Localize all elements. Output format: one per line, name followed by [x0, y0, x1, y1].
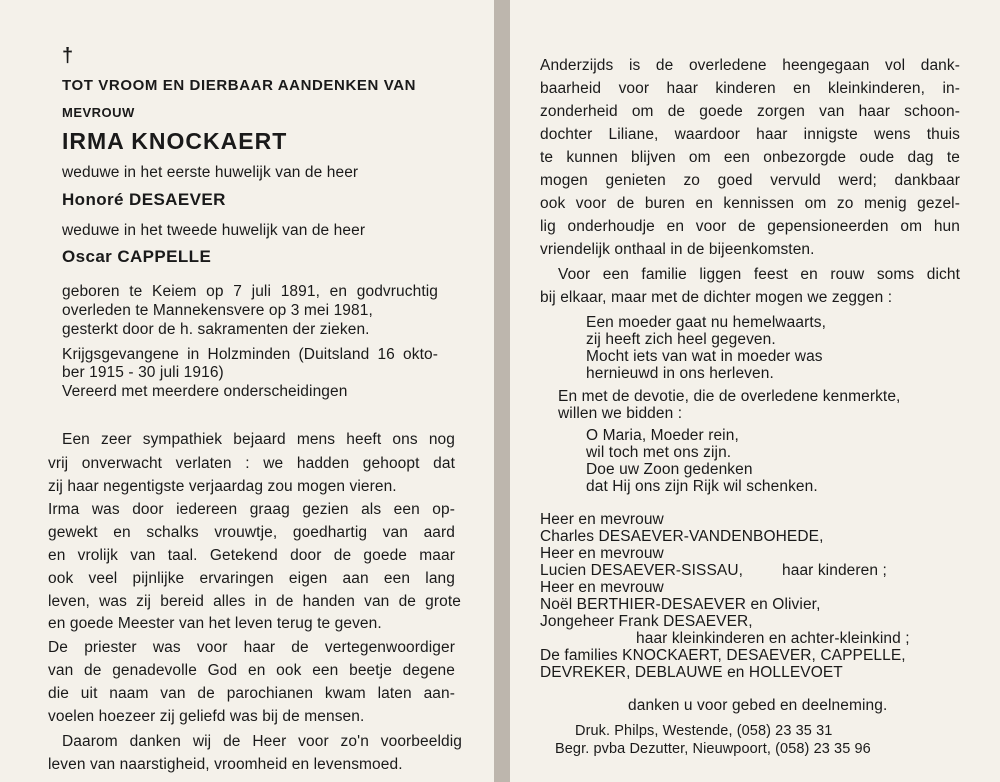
deceased-name: IRMA KNOCKAERT — [62, 128, 288, 154]
text-line: en goede Meester van het leven terug te geven. — [48, 615, 382, 632]
text-line: vrij onverwacht verlaten : we hadden gehoopt dat — [48, 455, 455, 472]
text-line: en vrolijk van taal. Getekend door de goede maar — [48, 547, 455, 564]
poem-line: zij heeft zich heel gegeven. — [586, 331, 776, 348]
text-line: Een zeer sympathiek bejaard mens heeft ons nog — [62, 431, 455, 448]
bio-line: gesterkt door de h. sakramenten der zieken. — [62, 321, 370, 338]
family-line: DEVREKER, DEBLAUWE en HOLLEVOET — [540, 664, 843, 681]
text-line: dochter Liliane, waardoor haar innigste wens thuis — [540, 126, 960, 143]
text-line: lig onderhoudje en voor de gepensioneerden om hun — [540, 218, 960, 235]
text-line: ook veel pijnlijke ervaringen eigen aan een lang — [48, 570, 455, 587]
family-line: Heer en mevrouw — [540, 511, 664, 528]
text-line: ook voor de buren en kennissen om zo menig gezel- — [540, 195, 960, 212]
printer-line: Begr. pvba Dezutter, Nieuwpoort, (058) 23 35 96 — [555, 741, 871, 757]
text-line: De priester was voor haar de vertegenwoordiger — [48, 639, 455, 656]
text-line: voelen hoezeer zij geliefd was bij de mensen. — [48, 708, 365, 725]
bio-line: geboren te Keiem op 7 juli 1891, en godvruchtig — [62, 283, 438, 300]
printer-line: Druk. Philps, Westende, (058) 23 35 31 — [575, 723, 833, 739]
second-husband-name: Oscar CAPPELLE — [62, 247, 212, 266]
text-line: Irma was door iedereen graag gezien als een op- — [48, 501, 455, 518]
text-line: Daarom danken wij de Heer voor zo'n voorbeeldig — [62, 733, 462, 750]
family-line: Jongeheer Frank DESAEVER, — [540, 613, 753, 630]
cross-icon: † — [62, 45, 74, 67]
poem-line: Mocht iets van wat in moeder was — [586, 348, 823, 365]
thanks-line: danken u voor gebed en deelneming. — [628, 697, 888, 714]
left-card — [0, 0, 494, 782]
text-line: bij elkaar, maar met de dichter mogen we zeggen : — [540, 289, 893, 306]
text-line: die uit naam van de parochianen kwam laten aan- — [48, 685, 455, 702]
family-line: Charles DESAEVER-VANDENBOHEDE, — [540, 528, 824, 545]
text-line: willen we bidden : — [558, 405, 683, 422]
text-line: gewekt en schalks vrouwtje, goedhartig van aard — [48, 524, 455, 541]
kinderen-label: haar kinderen ; — [782, 562, 887, 579]
text-line: leven van naarstigheid, vroomheid en levensmoed. — [48, 756, 403, 773]
bio-line: Krijgsgevangene in Holzminden (Duitsland 16 okto- — [62, 346, 438, 363]
right-card — [510, 0, 1000, 782]
family-line: Lucien DESAEVER-SISSAU, — [540, 562, 744, 579]
prayer-line: wil toch met ons zijn. — [586, 444, 732, 461]
text-line: van de genadevolle God en ook een beetje degene — [48, 662, 455, 679]
bio-line: overleden te Mannekensvere op 3 mei 1981, — [62, 302, 373, 319]
widow-second-marriage: weduwe in het tweede huwelijk van de heer — [62, 222, 366, 239]
text-line: Voor een familie liggen feest en rouw soms dicht — [558, 266, 960, 283]
text-line: baarheid voor haar kinderen en kleinkinderen, in- — [540, 80, 960, 97]
bio-line: Vereerd met meerdere onderscheidingen — [62, 383, 348, 400]
family-line: Heer en mevrouw — [540, 579, 664, 596]
widow-first-marriage: weduwe in het eerste huwelijk van de heer — [62, 164, 359, 181]
family-line: haar kleinkinderen en achter-kleinkind ; — [636, 630, 910, 647]
prayer-line: O Maria, Moeder rein, — [586, 427, 739, 444]
prayer-line: dat Hij ons zijn Rijk wil schenken. — [586, 478, 818, 495]
family-line: Heer en mevrouw — [540, 545, 664, 562]
text-line: leven, was zij bereid alles in de handen van de grote — [48, 593, 461, 610]
text-line: zij haar negentigste verjaardag zou mogen vieren. — [48, 478, 397, 495]
text-line: vriendelijk onthaal in de bijeenkomsten. — [540, 241, 815, 258]
poem-line: Een moeder gaat nu hemelwaarts, — [586, 314, 827, 331]
poem-line: hernieuwd in ons herleven. — [586, 365, 774, 382]
mevrouw-label: MEVROUW — [62, 105, 135, 120]
first-husband-name: Honoré DESAEVER — [62, 190, 226, 209]
bio-line: ber 1915 - 30 juli 1916) — [62, 364, 224, 381]
text-line: zonderheid om de goede zorgen van haar schoon- — [540, 103, 960, 120]
text-line: En met de devotie, die de overledene kenmerkte, — [558, 388, 901, 405]
text-line: te kunnen blijven om een onbezorgde oude dag te — [540, 149, 960, 166]
family-line: De families KNOCKAERT, DESAEVER, CAPPELLE, — [540, 647, 906, 664]
family-line: Noël BERTHIER-DESAEVER en Olivier, — [540, 596, 821, 613]
prayer-line: Doe uw Zoon gedenken — [586, 461, 753, 478]
memorial-heading: TOT VROOM EN DIERBAAR AANDENKEN VAN — [62, 77, 417, 94]
text-line: Anderzijds is de overledene heengegaan vol dank- — [540, 57, 960, 74]
text-line: mogen genieten zo goed vervuld werd; dankbaar — [540, 172, 960, 189]
